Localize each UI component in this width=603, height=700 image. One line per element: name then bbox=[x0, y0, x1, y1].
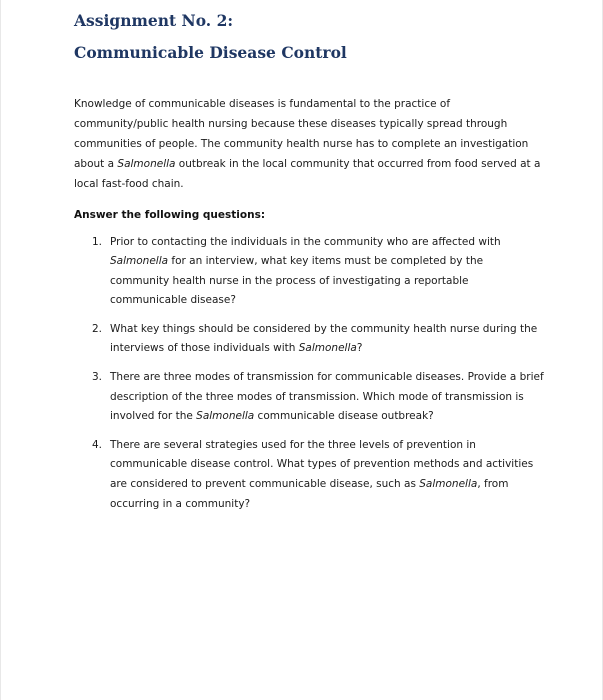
document-content bbox=[74, 10, 544, 523]
question-text-part2: ? bbox=[356, 342, 363, 355]
question-italic-term: Salmonella bbox=[419, 478, 478, 491]
question-text-part2: for an interview, what key items must be completed by the community health nurse in the process of investigating a reportable communicable disease? bbox=[110, 255, 484, 307]
question-number: 4. bbox=[92, 438, 103, 451]
question-text-part1: There are several strategies used for the three levels of prevention in communicable disease control. What types of prevention methods and activities are considered to prevent communicable disease, such as bbox=[110, 438, 534, 491]
question-item bbox=[74, 233, 544, 311]
question-item bbox=[74, 320, 544, 359]
question-text-part2: , from occurring in a community? bbox=[110, 478, 509, 510]
question-italic-term: Salmonella bbox=[196, 410, 255, 423]
intro-paragraph bbox=[74, 94, 544, 194]
question-italic-term: Salmonella bbox=[110, 255, 169, 268]
intro-italic-term: Salmonella bbox=[117, 158, 176, 170]
assignment-subtitle: Communicable Disease Control bbox=[74, 43, 347, 62]
intro-text-part1: Knowledge of communicable diseases is fundamental to the practice of community/public health nursing because these diseases typically spread through communities of people. The community health nurse has to complete an investigation about a bbox=[74, 98, 529, 170]
question-item bbox=[74, 436, 544, 514]
intro-text-part2: outbreak in the local community that occurred from food served at a local fast-food chain. bbox=[74, 158, 541, 190]
question-number: 2. bbox=[92, 322, 103, 335]
assignment-title: Assignment No. 2: bbox=[74, 11, 234, 30]
question-number: 1. bbox=[92, 235, 103, 248]
question-item bbox=[74, 368, 544, 427]
question-text-part1: There are three modes of transmission for communicable diseases. Provide a brief description of the three modes of transmission. Which mode of transmission is involved for the bbox=[110, 371, 544, 423]
question-text-part1: Prior to contacting the individuals in the community who are affected with bbox=[110, 235, 501, 248]
question-number: 3. bbox=[92, 371, 103, 384]
questions-heading: Answer the following questions: bbox=[74, 208, 266, 221]
questions-list bbox=[74, 233, 544, 515]
question-text-part2: communicable disease outbreak? bbox=[254, 410, 434, 423]
question-text-part1: What key things should be considered by the community health nurse during the interviews of those individuals with bbox=[110, 322, 538, 355]
question-italic-term: Salmonella bbox=[298, 342, 357, 355]
